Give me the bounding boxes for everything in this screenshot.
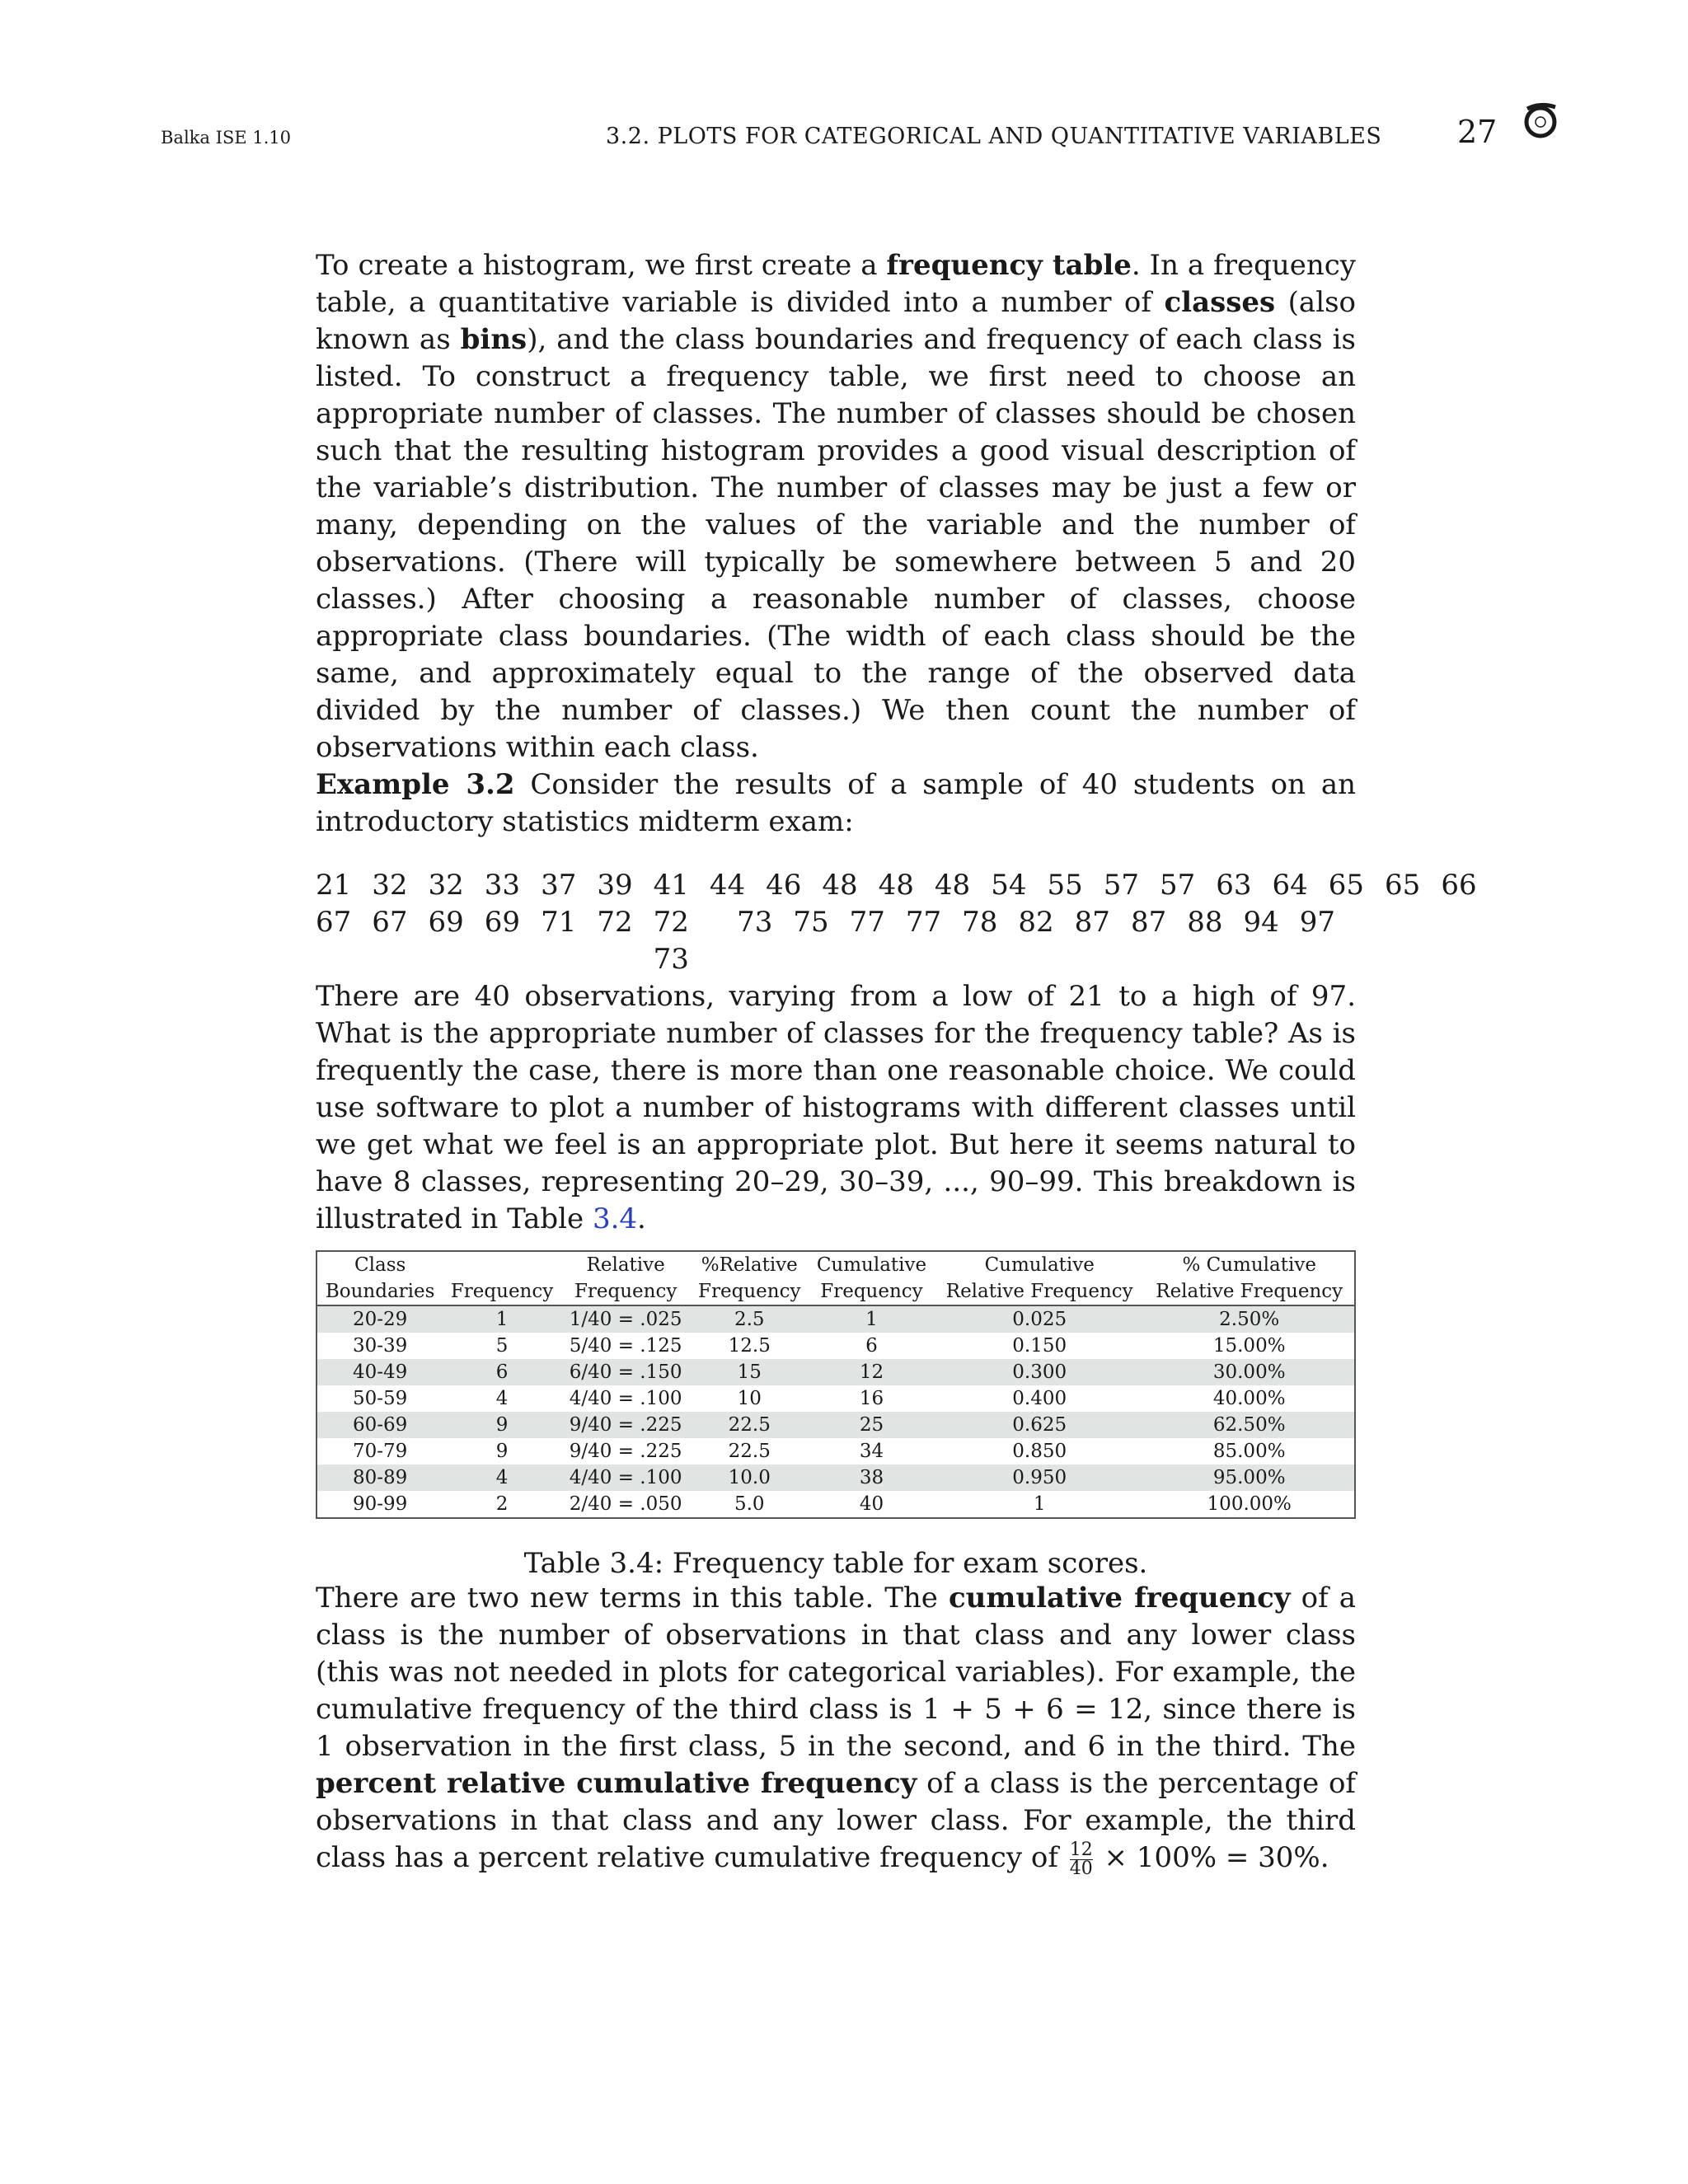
table-cell: 40.00% (1212, 1388, 1286, 1409)
column-header (443, 1251, 560, 1278)
score-value: 46 (766, 869, 802, 902)
score-value: 39 (597, 869, 633, 902)
score-value: 64 (1272, 869, 1308, 902)
table-cell: 50-59 (353, 1388, 408, 1409)
page-number: 27 (1457, 114, 1498, 150)
table-cell: 20-29 (353, 1309, 408, 1330)
table-cell: 12 (859, 1361, 884, 1383)
table-cell: 1 (1033, 1493, 1046, 1515)
table-cell: 30.00% (1212, 1361, 1286, 1383)
table-row (316, 1438, 1355, 1465)
table-cell: 1 (495, 1309, 509, 1330)
table-cell: 15 (737, 1361, 762, 1383)
table-cell: 0.850 (1012, 1441, 1067, 1462)
table-cell: 60-69 (353, 1414, 408, 1436)
table-cell: 90-99 (353, 1493, 408, 1515)
table-cell: 0.400 (1012, 1388, 1067, 1409)
table-cell: 22.5 (728, 1414, 771, 1436)
table-cell: 38 (859, 1467, 884, 1488)
score-value: 63 (1216, 869, 1252, 902)
score-value: 72 (597, 906, 633, 939)
table-cell: 0.300 (1012, 1361, 1067, 1383)
table-cell: 6 (865, 1335, 878, 1357)
table-cell: 5.0 (734, 1493, 765, 1515)
running-header-section: 3.2. PLOTS FOR CATEGORICAL AND QUANTITATIVE VARIABLES (606, 124, 1382, 149)
table-cell: 4/40 = .100 (569, 1467, 682, 1488)
table-cell: 62.50% (1212, 1414, 1286, 1436)
table-cell: 100.00% (1207, 1493, 1292, 1515)
score-value: 73 (737, 906, 773, 939)
table-row (316, 1305, 1355, 1333)
column-header: %Relative (701, 1254, 798, 1276)
score-value: 21 (316, 869, 352, 902)
column-header: Class (354, 1254, 406, 1276)
table-cell: 10.0 (728, 1467, 771, 1488)
running-header-left: Balka ISE 1.10 (161, 128, 292, 148)
table-cell: 30-39 (353, 1335, 408, 1357)
table-row (316, 1385, 1355, 1412)
column-header: Cumulative (984, 1254, 1095, 1276)
column-header: Frequency (561, 1278, 691, 1305)
table-row (316, 1412, 1355, 1438)
table-cell: 85.00% (1212, 1441, 1286, 1462)
score-value: 88 (1187, 906, 1223, 939)
data-line-2 (316, 904, 1356, 978)
table-cell: 5/40 = .125 (569, 1335, 682, 1357)
score-value: 78 (962, 906, 998, 939)
column-header: Relative (586, 1254, 665, 1276)
score-value: 72 73 (653, 906, 689, 976)
score-value: 77 (849, 906, 885, 939)
table-cell: 95.00% (1212, 1467, 1286, 1488)
paragraph-cumulative-frequency: There are two new terms in this table. The cumulative frequency of a class is the number of observations in that class and any lower class (this was not needed in plots for categorical variables). For example, the cumulative frequency of the third class is 1 + 5 + 6 = 12, since there is 1 observation in the first class, 5 in the second, and 6 in the third. The percent relative cumulative frequency of a class is the percentage of observations in that class and any lower class. For example, the third class has a percent relative cumulative frequency of $\frac{12}{40}$ × 100% = 30%. (316, 1582, 1356, 1879)
column-header: Frequency (443, 1278, 560, 1305)
term-cumulative-frequency: cumulative frequency (948, 1582, 1291, 1615)
score-value: 48 (878, 869, 914, 902)
score-value: 57 (1159, 869, 1196, 902)
score-value: 44 (709, 869, 746, 902)
score-value: 37 (541, 869, 577, 902)
table-cell: 70-79 (353, 1441, 408, 1462)
table-cell: 0.950 (1012, 1467, 1067, 1488)
table-cell: 0.625 (1012, 1414, 1067, 1436)
table-cell: 22.5 (728, 1441, 771, 1462)
column-header: Relative Frequency (1144, 1278, 1355, 1305)
table-cell: 9 (495, 1414, 509, 1436)
data-line-1 (316, 867, 1477, 904)
table-cell: 34 (859, 1441, 884, 1462)
table-cell: 2.5 (734, 1309, 765, 1330)
score-value: 32 (372, 869, 408, 902)
table-cell: 1/40 = .025 (569, 1309, 682, 1330)
score-value: 97 (1299, 906, 1335, 939)
score-value: 67 (372, 906, 408, 939)
column-header: Cumulative (816, 1254, 927, 1276)
score-value: 33 (484, 869, 521, 902)
table-cell: 40 (859, 1493, 884, 1515)
term-classes: classes (1164, 286, 1276, 319)
term-frequency-table: frequency table (886, 249, 1132, 282)
table-row (316, 1359, 1355, 1385)
table-cell: 2/40 = .050 (569, 1493, 682, 1515)
example-label: Example 3.2 (316, 768, 515, 801)
score-value: 87 (1074, 906, 1110, 939)
score-value: 41 (653, 869, 689, 902)
frequency-table (316, 1250, 1356, 1519)
score-value: 67 (316, 906, 352, 939)
score-value: 65 (1385, 869, 1421, 902)
table-cell: 80-89 (353, 1467, 408, 1488)
table-caption: Table 3.4: Frequency table for exam scores. (523, 1547, 1148, 1580)
table-cell: 2 (495, 1493, 509, 1515)
table-cell: 9 (495, 1441, 509, 1462)
score-value: 77 (905, 906, 942, 939)
score-value: 87 (1130, 906, 1167, 939)
score-value: 65 (1328, 869, 1365, 902)
table-cell: 0.025 (1012, 1309, 1067, 1330)
score-value: 54 (991, 869, 1027, 902)
score-value: 75 (793, 906, 829, 939)
column-header: % Cumulative (1182, 1254, 1316, 1276)
score-value: 55 (1047, 869, 1083, 902)
score-value: 48 (934, 869, 971, 902)
table-cell: 4/40 = .100 (569, 1388, 682, 1409)
table-cell: 4 (495, 1388, 509, 1409)
score-value: 82 (1018, 906, 1054, 939)
table-cell: 5 (495, 1335, 509, 1357)
table-row (316, 1465, 1355, 1491)
table-cell: 10 (737, 1388, 762, 1409)
paragraph-number-of-classes: There are 40 observations, varying from a low of 21 to a high of 97. What is the appropriate number of classes for the frequency table? As is frequently the case, there is more than one reasonable choice. We could use software to plot a number of histograms with different classes until we get what we feel is an appropriate plot. But here it seems natural to have 8 classes, representing 20–29, 30–39, ..., 90–99. This breakdown is illustrated in Table 3.4. (316, 980, 1356, 1235)
publisher-logo-icon (1521, 101, 1560, 140)
table-cell: 9/40 = .225 (569, 1441, 682, 1462)
column-header: Boundaries (316, 1278, 443, 1305)
score-value: 32 (428, 869, 464, 902)
table-cell: 2.50% (1219, 1309, 1280, 1330)
column-header: Relative Frequency (935, 1278, 1144, 1305)
column-header: Frequency (691, 1278, 809, 1305)
score-value: 71 (541, 906, 577, 939)
term-bins: bins (460, 323, 528, 356)
page-content (316, 247, 1477, 1879)
table-cell: 15.00% (1212, 1335, 1286, 1357)
exam-scores-data (316, 867, 1477, 978)
example-3-2: Example 3.2 Consider the results of a sample of 40 students on an introductory statistics midterm exam: (316, 768, 1356, 838)
table-row (316, 1333, 1355, 1359)
table-cell: 6 (495, 1361, 509, 1383)
table-header-row-1 (316, 1251, 1355, 1278)
score-value: 94 (1243, 906, 1279, 939)
table-cell: 9/40 = .225 (569, 1414, 682, 1436)
score-value: 48 (822, 869, 858, 902)
table-cell: 0.150 (1012, 1335, 1067, 1357)
score-value: 69 (428, 906, 464, 939)
table-reference-link[interactable]: 3.4 (592, 1202, 638, 1235)
table-cell: 4 (495, 1467, 509, 1488)
score-value: 57 (1103, 869, 1139, 902)
table-cell: 6/40 = .150 (569, 1361, 682, 1383)
table-cell: 12.5 (728, 1335, 771, 1357)
table-row (316, 1491, 1355, 1518)
paragraph-histogram-intro: To create a histogram, we first create a frequency table. In a frequency table, a quantitative variable is divided into a number of classes (also known as bins), and the class boundaries and frequency of each class is listed. To construct a frequency table, we first need to choose an appropriate number of classes. The number of classes should be chosen such that the resulting histogram provides a good visual description of the variable’s distribution. The number of classes may be just a few or many, depending on the values of the variable and the number of observations. (There will typically be somewhere between 5 and 20 classes.) After choosing a reasonable number of classes, choose appropriate class boundaries. (The width of each class should be the same, and approximately equal to the range of the observed data divided by the number of classes.) We then count the number of observations within each class. (316, 249, 1356, 764)
score-value: 66 (1441, 869, 1477, 902)
table-header-row-2 (316, 1278, 1355, 1305)
column-header: Frequency (809, 1278, 935, 1305)
table-cell: 1 (865, 1309, 878, 1330)
fraction-12-over-40: $\frac{12}{40}$ (1069, 1839, 1093, 1879)
table-cell: 40-49 (353, 1361, 408, 1383)
table-cell: 16 (859, 1388, 884, 1409)
score-value: 69 (484, 906, 521, 939)
term-percent-relative-cumulative-frequency: percent relative cumulative frequency (316, 1767, 917, 1800)
table-cell: 25 (859, 1414, 884, 1436)
